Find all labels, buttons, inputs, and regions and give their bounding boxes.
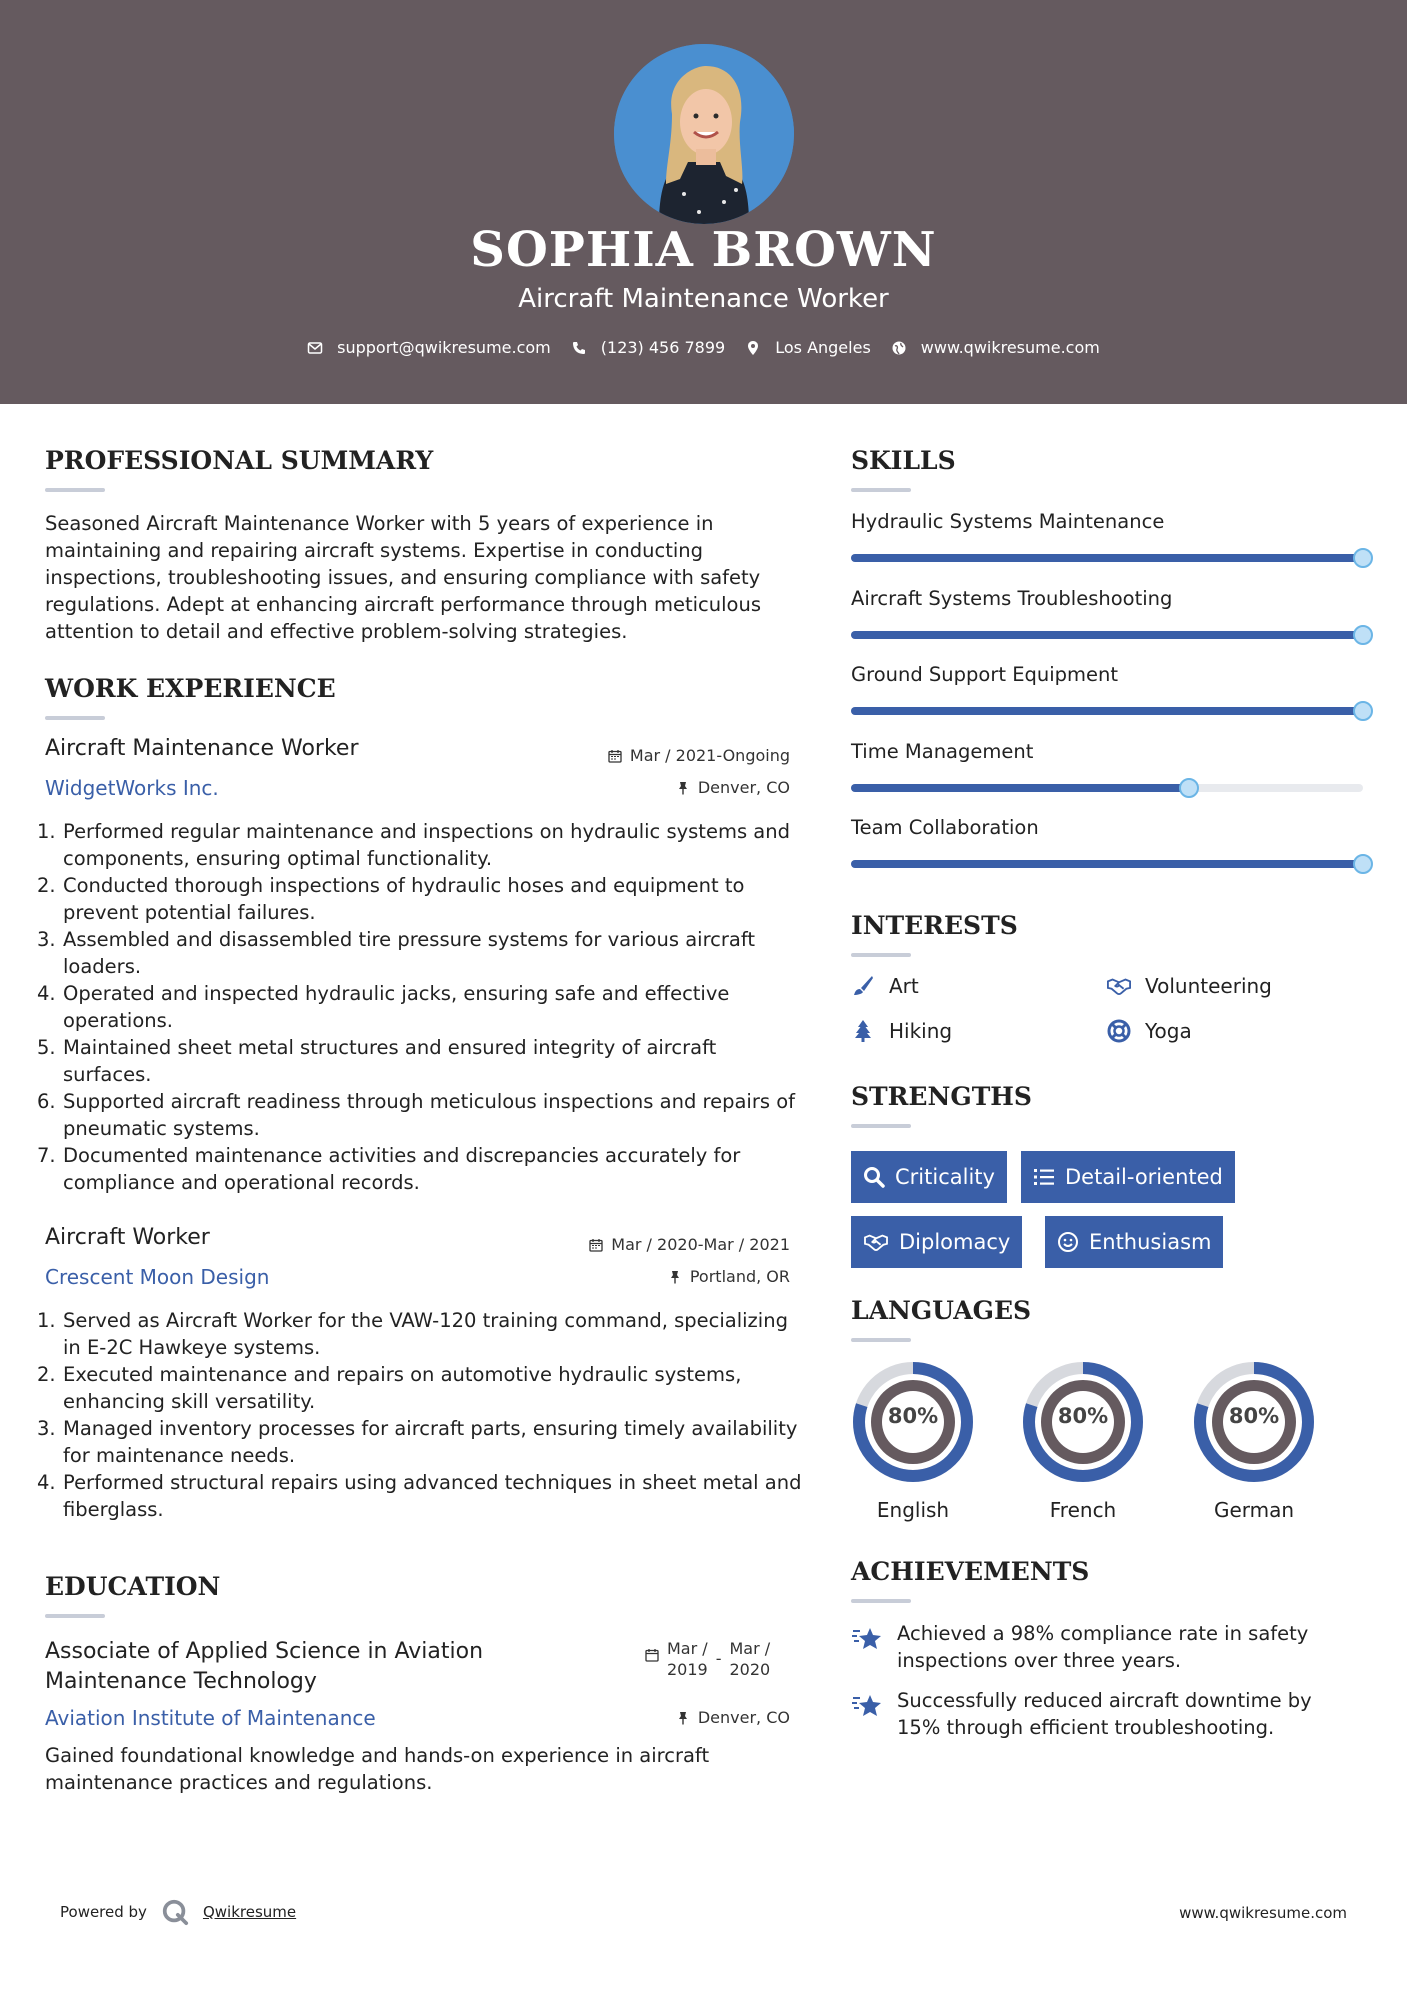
education-end-year: 2020 bbox=[729, 1660, 771, 1679]
education-heading-underline bbox=[45, 1614, 105, 1618]
website-text: www.qwikresume.com bbox=[920, 338, 1100, 357]
search-icon bbox=[863, 1166, 885, 1188]
interest-label: Yoga bbox=[1145, 1019, 1192, 1043]
list-item: 3. Managed inventory processes for aircraft parts, ensuring timely availability for maintenance needs. bbox=[37, 1417, 798, 1467]
skill-level-knob bbox=[1179, 778, 1199, 798]
job-location-text: Denver, CO bbox=[697, 778, 790, 797]
education-description: Gained foundational knowledge and hands-on experience in aircraft maintenance practices and regulations. bbox=[45, 1744, 710, 1794]
resume-header bbox=[0, 0, 1407, 404]
candidate-name: SOPHIA BROWN bbox=[470, 222, 937, 278]
tree-icon bbox=[851, 1019, 875, 1043]
handshake-icon bbox=[863, 1231, 889, 1253]
education-dash: - bbox=[715, 1649, 722, 1668]
footer-powered-by bbox=[60, 1898, 296, 1926]
language-name: French bbox=[1049, 1498, 1117, 1522]
education-dates bbox=[645, 1638, 770, 1680]
qwikresume-logo-icon bbox=[161, 1898, 189, 1926]
achievement-item bbox=[851, 1620, 1361, 1674]
achievements-heading: ACHIEVEMENTS bbox=[851, 1557, 1090, 1586]
paintbrush-icon bbox=[851, 974, 875, 998]
skill-level-bar bbox=[851, 784, 1363, 792]
skill-level-bar bbox=[851, 860, 1363, 868]
contact-phone[interactable] bbox=[571, 338, 725, 357]
list-item: 1. Served as Aircraft Worker for the VAW-120 training command, specializing in E-2C Hawkeye systems. bbox=[37, 1309, 788, 1359]
contact-bar bbox=[0, 338, 1407, 357]
skills-heading-underline bbox=[851, 488, 911, 492]
achievements-heading-underline bbox=[851, 1599, 911, 1603]
contact-website[interactable] bbox=[891, 338, 1100, 357]
education-start-month: Mar / bbox=[667, 1639, 708, 1658]
strength-label: Criticality bbox=[895, 1165, 995, 1189]
education-start bbox=[667, 1638, 708, 1680]
email-text: support@qwikresume.com bbox=[337, 338, 551, 357]
job-title: Aircraft Worker bbox=[45, 1225, 210, 1250]
list-item: 2. Executed maintenance and repairs on automotive hydraulic systems, enhancing skill versatility. bbox=[37, 1363, 742, 1413]
strength-chip-diplomacy bbox=[851, 1216, 1022, 1268]
pushpin-icon bbox=[676, 781, 690, 795]
strength-chip-criticality bbox=[851, 1151, 1007, 1203]
interest-label: Hiking bbox=[889, 1019, 953, 1043]
phone-icon bbox=[571, 340, 587, 356]
language-item bbox=[851, 1360, 975, 1522]
pushpin-icon bbox=[668, 1270, 682, 1284]
brand-link[interactable]: Qwikresume bbox=[202, 1903, 297, 1921]
education-end bbox=[730, 1638, 771, 1680]
interest-label: Art bbox=[889, 974, 919, 998]
list-item: 2. Conducted thorough inspections of hydraulic hoses and equipment to prevent potential failures. bbox=[37, 874, 745, 924]
powered-by-text: Powered by bbox=[60, 1903, 147, 1921]
pushpin-icon bbox=[676, 1711, 690, 1725]
list-item: 4. Performed structural repairs using advanced techniques in sheet metal and fiberglass. bbox=[37, 1471, 802, 1521]
language-percent: 80% bbox=[1057, 1404, 1109, 1428]
phone-text: (123) 456 7899 bbox=[600, 338, 726, 357]
skill-level-knob bbox=[1353, 625, 1373, 645]
job-company: WidgetWorks Inc. bbox=[45, 776, 219, 800]
summary-heading-underline bbox=[45, 488, 105, 492]
calendar-icon bbox=[608, 749, 622, 763]
languages-heading: LANGUAGES bbox=[851, 1296, 1032, 1325]
skill-level-fill bbox=[851, 554, 1363, 562]
summary-heading: PROFESSIONAL SUMMARY bbox=[45, 446, 434, 475]
contact-location bbox=[745, 338, 871, 357]
language-item bbox=[1021, 1360, 1145, 1522]
job-company: Crescent Moon Design bbox=[45, 1265, 270, 1289]
list-item: 4. Operated and inspected hydraulic jacks, ensuring safe and effective operations. bbox=[37, 982, 730, 1032]
skill-level-fill bbox=[851, 784, 1189, 792]
language-name: German bbox=[1213, 1498, 1295, 1522]
education-location bbox=[500, 1708, 790, 1727]
interests-heading-underline bbox=[851, 953, 911, 957]
interest-volunteering bbox=[1107, 974, 1272, 998]
location-text: Los Angeles bbox=[775, 338, 871, 357]
language-name: English bbox=[876, 1498, 950, 1522]
strength-chip-enthusiasm bbox=[1045, 1216, 1223, 1268]
skill-level-fill bbox=[851, 631, 1363, 639]
experience-heading-underline bbox=[45, 716, 105, 720]
achievement-item bbox=[851, 1687, 1361, 1741]
job-bullets bbox=[37, 818, 805, 1196]
interests-heading: INTERESTS bbox=[851, 911, 1018, 940]
strength-label: Detail-oriented bbox=[1065, 1165, 1223, 1189]
job-title: Aircraft Maintenance Worker bbox=[45, 736, 359, 761]
job-location bbox=[500, 778, 790, 797]
star-badge-icon bbox=[851, 1689, 883, 1721]
profile-photo-image bbox=[614, 44, 794, 224]
skill-level-knob bbox=[1353, 701, 1373, 721]
list-icon bbox=[1033, 1166, 1055, 1188]
education-location-text: Denver, CO bbox=[697, 1708, 790, 1727]
education-end-month: Mar / bbox=[729, 1639, 771, 1658]
job-location-text: Portland, OR bbox=[689, 1267, 790, 1286]
list-item: 1. Performed regular maintenance and inspections on hydraulic systems and components, ensuring optimal functionality. bbox=[37, 820, 790, 870]
skill-label: Hydraulic Systems Maintenance bbox=[851, 510, 1165, 533]
footer-website[interactable]: www.qwikresume.com bbox=[1179, 1904, 1347, 1922]
list-item: 6. Supported aircraft readiness through meticulous inspections and repairs of pneumatic systems. bbox=[37, 1090, 796, 1140]
strengths-heading-underline bbox=[851, 1124, 911, 1128]
job-bullets bbox=[37, 1307, 805, 1523]
job-location bbox=[500, 1267, 790, 1286]
achievement-text: Achieved a 98% compliance rate in safety inspections over three years. bbox=[897, 1622, 1309, 1672]
experience-heading: WORK EXPERIENCE bbox=[45, 674, 336, 703]
education-heading: EDUCATION bbox=[45, 1572, 221, 1601]
summary-text: Seasoned Aircraft Maintenance Worker with 5 years of experience in maintaining and repairing aircraft systems. Expertise in conducting inspections, troubleshooting issues, and ensuring compliance with safety regulations. Adept at enhancing aircraft performance through meticulous attention to detail and effective problem-solving strategies. bbox=[45, 512, 761, 643]
smile-icon bbox=[1057, 1231, 1079, 1253]
globe-icon bbox=[891, 340, 907, 356]
skill-level-bar bbox=[851, 631, 1363, 639]
school-name: Aviation Institute of Maintenance bbox=[45, 1706, 376, 1730]
map-pin-icon bbox=[745, 340, 761, 356]
interest-art bbox=[851, 974, 919, 998]
profile-photo bbox=[614, 44, 794, 224]
achievement-text: Successfully reduced aircraft downtime by 15% through efficient troubleshooting. bbox=[897, 1689, 1312, 1739]
life-ring-icon bbox=[1107, 1019, 1131, 1043]
skill-level-bar bbox=[851, 707, 1363, 715]
skill-label: Ground Support Equipment bbox=[851, 663, 1119, 686]
language-percent: 80% bbox=[1228, 1404, 1280, 1428]
strength-label: Enthusiasm bbox=[1089, 1230, 1212, 1254]
skill-level-knob bbox=[1353, 854, 1373, 874]
degree-title: Associate of Applied Science in Aviation Maintenance Technology bbox=[45, 1639, 484, 1694]
skill-level-fill bbox=[851, 860, 1363, 868]
candidate-title: Aircraft Maintenance Worker bbox=[518, 284, 889, 314]
interest-label: Volunteering bbox=[1145, 974, 1272, 998]
language-item bbox=[1192, 1360, 1316, 1522]
list-item: 5. Maintained sheet metal structures and ensured integrity of aircraft surfaces. bbox=[37, 1036, 717, 1086]
envelope-icon bbox=[307, 340, 323, 356]
strengths-heading: STRENGTHS bbox=[851, 1082, 1032, 1111]
job-dates bbox=[500, 746, 790, 765]
languages-heading-underline bbox=[851, 1338, 911, 1342]
interest-yoga bbox=[1107, 1019, 1192, 1043]
skills-heading: SKILLS bbox=[851, 446, 956, 475]
list-item: 7. Documented maintenance activities and discrepancies accurately for compliance and operational records. bbox=[37, 1144, 741, 1194]
skill-label: Aircraft Systems Troubleshooting bbox=[851, 586, 1173, 610]
strength-label: Diplomacy bbox=[899, 1230, 1011, 1254]
education-start-year: 2019 bbox=[667, 1660, 708, 1679]
job-dates bbox=[500, 1235, 790, 1254]
contact-email[interactable] bbox=[307, 338, 551, 357]
skill-level-fill bbox=[851, 707, 1363, 715]
star-badge-icon bbox=[851, 1622, 883, 1654]
handshake-icon bbox=[1107, 974, 1131, 998]
language-percent: 80% bbox=[887, 1404, 939, 1428]
job-dates-text: Mar / 2021-Ongoing bbox=[629, 746, 790, 765]
calendar-icon bbox=[645, 1648, 659, 1662]
skill-level-bar bbox=[851, 554, 1363, 562]
skill-level-knob bbox=[1353, 548, 1373, 568]
skill-label: Team Collaboration bbox=[851, 816, 1039, 839]
interest-hiking bbox=[851, 1019, 952, 1043]
calendar-icon bbox=[589, 1238, 603, 1252]
job-dates-text: Mar / 2020-Mar / 2021 bbox=[611, 1235, 790, 1254]
skill-label: Time Management bbox=[851, 739, 1034, 763]
list-item: 3. Assembled and disassembled tire pressure systems for various aircraft loaders. bbox=[37, 928, 756, 978]
strength-chip-detail-oriented bbox=[1021, 1151, 1235, 1203]
